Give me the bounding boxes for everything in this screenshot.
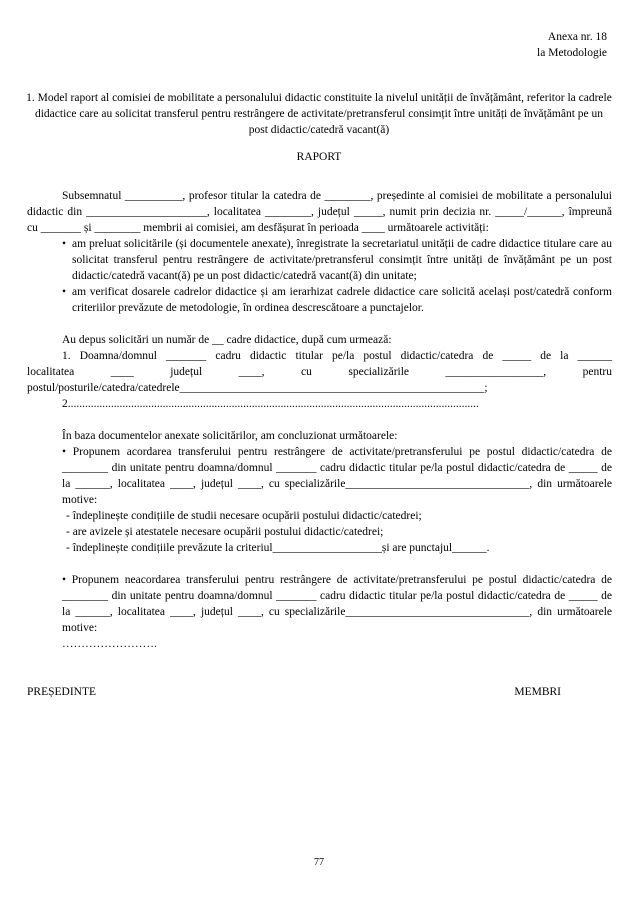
positive-proposal: • Propunem acordarea transferului pentru restrângere de activitate/pretransferului pe postul didactic/catedra de ________ din unitate pentru doamna/domnul _______ cadru didactic titular pe/la postul didactic/catedra de _____ de la ______, localitatea ____, județul ____, cu specializările________________________________, din următoarele motive: [62, 446, 612, 506]
conclusions-intro: În baza documentelor anexate solicitărilor, am concluzionat următoarele: [62, 430, 398, 442]
members-signature-label: MEMBRI [514, 686, 561, 698]
annex-label [537, 29, 607, 61]
activity-item: • am verificat dosarele cadrelor didactice și am ierarhizat cadrele didactice care solicită același post/catedră conform criteriilor prevăzute de metodologie, în ordinea descrescătoare a punctajelor. [62, 284, 612, 316]
reason-item: - are avizele și atestatele necesare ocupării postului didactic/catedrei; [66, 526, 384, 538]
intro-paragraph: Subsemnatul __________, profesor titular la catedra de ________, președinte al comisiei de mobilitate a personalului didactic din _____________________, localitatea ________, județul _____, numit prin decizia nr. _____/______, împreună cu _______ și ________ membrii ai comisiei, am desfășurat în perioada ____ următoarele activități: [27, 190, 612, 234]
continuation-dots: ……………………. [62, 638, 157, 650]
annex-number: Anexa nr. 18 [547, 31, 607, 43]
requests-section [27, 332, 612, 364]
president-signature-label: PREȘEDINTE [27, 686, 96, 698]
reason-item: - îndeplinește condițiile prevăzute la criteriul___________________și are punctajul______. [66, 542, 490, 554]
annex-reference: la Metodologie [537, 47, 607, 59]
page-number: 77 [314, 857, 324, 868]
requests-intro: Au depus solicitări un număr de __ cadre didactice, după cum urmează: [62, 334, 392, 346]
request-item-1-line1: 1. Doamna/domnul _______ cadru didactic titular pe/la postul didactic/catedra de _____ de la ______ [62, 350, 612, 362]
activity-item: • am preluat solicitările (și documentele anexate), înregistrate la secretariatul unității de cadre didactice titulare care au solicitat transferul pentru restrângere de activitate/pretransferul consimțit între unități de învățământ pe un post didactic/catedră vacant(ă) pe un post didactic/catedră vacant(ă) din unitate; [62, 236, 612, 284]
request-item-1-line3: postul/posturile/catedra/catedrele_____________________________________________________; [27, 382, 488, 394]
negative-proposal: • Propunem neacordarea transferului pentru restrângere de activitate/pretransferului pe postul didactic/catedra de ________ din unitate pentru doamna/domnul _______ cadru didactic titular pe/la postul didactic/catedra de _____ de la ______, localitatea ____, județul ____, cu specializările________________________________, din următoarele motive: [62, 574, 612, 634]
report-heading: RAPORT [296, 151, 342, 163]
request-item-2: 2............................................................................................................................................... [62, 398, 479, 410]
conclusions-section [27, 428, 612, 652]
reason-item: - îndeplinește condițiile de studii necesare ocupării postului didactic/catedrei; [66, 510, 422, 522]
request-item-1-line2: localitatea ____ județul ____, cu specializările _________________, pentru [27, 366, 612, 378]
model-title: 1. Model raport al comisiei de mobilitate a personalului didactic constituite la nivelul unității de învățământ, referitor la cadrele didactice care au solicitat transferul pentru restrângere de activitate/pretransferul consimțit între unități de învățământ pe un post didactic/catedră vacant(ă) [26, 92, 612, 136]
activities-list [27, 236, 612, 316]
report-body [27, 188, 612, 652]
